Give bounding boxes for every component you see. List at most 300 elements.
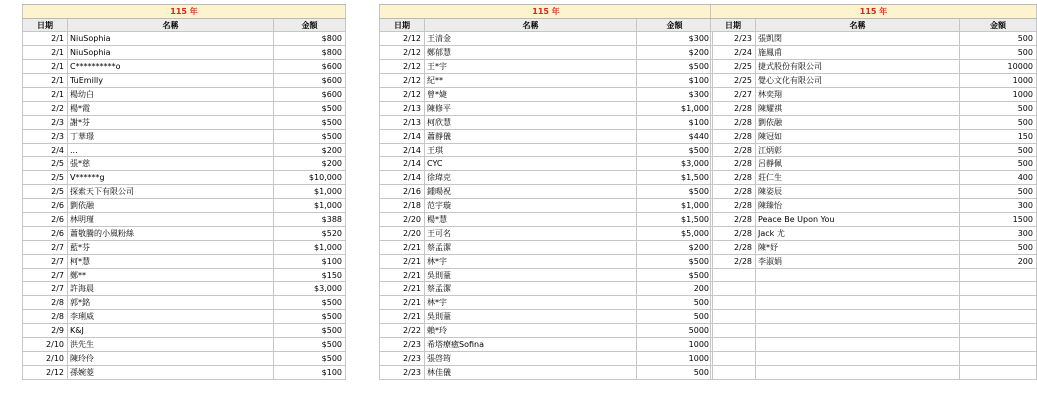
table-row [379,88,713,102]
table-row [22,102,346,116]
row-date [710,338,756,351]
row-amount: 500 [637,366,713,379]
table-row [22,199,346,213]
row-amount: $500 [274,296,346,309]
header-date: 日期 [379,19,425,32]
table-row [22,46,346,60]
table-row [710,296,1037,310]
table-row [710,60,1037,74]
table-row [379,213,713,227]
row-name: 陳玲伶 [68,352,274,365]
table-title: 115 年 [710,5,1037,18]
row-name: 陳*妤 [756,241,960,254]
table-row [22,324,346,338]
row-name: K&J [68,324,274,337]
table-row [22,310,346,324]
row-amount: $800 [274,46,346,59]
row-date: 2/28 [710,116,756,129]
row-date: 2/21 [379,282,425,295]
row-amount: $100 [274,255,346,268]
row-date: 2/24 [710,46,756,59]
row-date: 2/21 [379,296,425,309]
row-date: 2/2 [22,102,68,115]
row-date [710,324,756,337]
row-name: 楊*霞 [68,102,274,115]
row-name: 陳耀祺 [756,102,960,115]
table-row [710,74,1037,88]
table-title: 115 年 [379,5,713,18]
row-name: Peace Be Upon You [756,213,960,226]
table-row [379,130,713,144]
row-amount: 1000 [960,88,1037,101]
donation-table-2 [379,4,713,380]
row-name: 張啓筠 [425,352,637,365]
row-date: 2/23 [379,338,425,351]
row-name: 吳則蕫 [425,269,637,282]
row-amount: $1,000 [637,199,713,212]
row-date: 2/6 [22,199,68,212]
table-row [22,282,346,296]
row-date: 2/9 [22,324,68,337]
row-amount: $600 [274,60,346,73]
table-row [379,241,713,255]
table-row [710,269,1037,283]
row-amount: 5000 [637,324,713,337]
table-row [379,338,713,352]
row-date [710,296,756,309]
row-date: 2/28 [710,241,756,254]
row-date: 2/1 [22,88,68,101]
row-amount: 500 [960,32,1037,45]
table-row [710,324,1037,338]
row-name: 范宇璇 [425,199,637,212]
row-name: 陳修平 [425,102,637,115]
row-date: 2/23 [710,32,756,45]
row-amount: $500 [274,130,346,143]
row-amount: 500 [960,116,1037,129]
row-name: 孫婉菱 [68,366,274,379]
row-name: 江炳彰 [756,144,960,157]
row-name: 林明瑾 [68,213,274,226]
row-date: 2/3 [22,116,68,129]
row-name: 鍾暘祝 [425,185,637,198]
row-name: 王清金 [425,32,637,45]
row-name: 鄭郁慧 [425,46,637,59]
table-row [22,255,346,269]
row-amount: $500 [274,310,346,323]
table-row [379,171,713,185]
row-name: NiuSophia [68,46,274,59]
row-name [756,269,960,282]
row-date: 2/28 [710,144,756,157]
table-row [710,46,1037,60]
donation-table-3 [710,4,1037,380]
row-name: 徐瑋克 [425,171,637,184]
row-amount: 500 [960,185,1037,198]
row-amount: $100 [637,116,713,129]
row-amount: $3,000 [274,282,346,295]
row-amount: $500 [274,338,346,351]
row-date: 2/8 [22,310,68,323]
table-row [22,352,346,366]
row-amount: 300 [960,199,1037,212]
row-date: 2/25 [710,60,756,73]
row-name [756,282,960,295]
row-date: 2/28 [710,171,756,184]
table-row [379,255,713,269]
row-name: 柯*慧 [68,255,274,268]
row-date: 2/10 [22,338,68,351]
row-date: 2/7 [22,269,68,282]
row-name: 王可名 [425,227,637,240]
row-amount: 500 [960,102,1037,115]
table-row [22,144,346,158]
row-amount: $1,000 [274,199,346,212]
table-row [710,102,1037,116]
header-name: 名稱 [68,19,274,32]
row-amount: $500 [637,255,713,268]
header-amount: 金額 [274,19,346,32]
table-row [22,296,346,310]
row-name: 探索天下有限公司 [68,185,274,198]
row-amount [960,282,1037,295]
row-name: 丁華璟 [68,130,274,143]
row-amount: 200 [960,255,1037,268]
table-row [22,32,346,46]
row-name [756,324,960,337]
row-date: 2/7 [22,255,68,268]
row-name: 覺心文化有限公司 [756,74,960,87]
row-name: 希塔療癒Sofina [425,338,637,351]
row-name: 林*宇 [425,296,637,309]
table-row [22,171,346,185]
row-date: 2/14 [379,130,425,143]
row-amount: 1000 [637,338,713,351]
table-row [710,213,1037,227]
row-amount: $200 [274,144,346,157]
table-header-row [379,19,713,33]
row-name: 捷式股份有限公司 [756,60,960,73]
row-amount: $500 [274,352,346,365]
row-date: 2/28 [710,255,756,268]
row-amount: $500 [274,324,346,337]
row-amount: 400 [960,171,1037,184]
table-row [379,324,713,338]
row-name: TuEmilly [68,74,274,87]
row-date: 2/3 [22,130,68,143]
row-amount [960,338,1037,351]
row-amount [960,269,1037,282]
row-name: 呂靜佩 [756,157,960,170]
row-amount: $200 [637,241,713,254]
row-date: 2/12 [379,32,425,45]
row-amount: $200 [274,157,346,170]
row-name: Jack 尤 [756,227,960,240]
row-date: 2/21 [379,310,425,323]
row-date: 2/21 [379,241,425,254]
row-date [710,282,756,295]
row-name: 陳姿辰 [756,185,960,198]
row-name: 林*宇 [425,255,637,268]
table-row [710,32,1037,46]
row-amount: $500 [637,144,713,157]
row-name: 陳臻怡 [756,199,960,212]
row-name: 郭*銘 [68,296,274,309]
row-date: 2/28 [710,157,756,170]
row-date: 2/23 [379,352,425,365]
table-row [379,157,713,171]
row-date: 2/13 [379,102,425,115]
row-date: 2/28 [710,185,756,198]
row-amount: $1,500 [637,171,713,184]
row-date: 2/22 [379,324,425,337]
header-name: 名稱 [756,19,960,32]
row-amount: $3,000 [637,157,713,170]
row-date: 2/1 [22,32,68,45]
row-name: 謝*芬 [68,116,274,129]
header-name: 名稱 [425,19,637,32]
row-date: 2/12 [22,366,68,379]
row-name: 鄭** [68,269,274,282]
row-date: 2/7 [22,241,68,254]
row-name [756,338,960,351]
table-row [379,296,713,310]
table-header-row [22,19,346,33]
row-date [710,310,756,323]
table-row [379,282,713,296]
table-row [379,46,713,60]
row-name: 王*宇 [425,60,637,73]
row-amount: 500 [637,310,713,323]
table-title: 115 年 [22,5,346,18]
row-amount: 500 [960,46,1037,59]
row-amount: $1,500 [637,213,713,226]
row-amount: 1000 [960,74,1037,87]
row-date [710,366,756,379]
row-amount: $300 [637,32,713,45]
table-row [379,352,713,366]
table-row [710,227,1037,241]
row-amount: $1,000 [274,185,346,198]
row-amount [960,310,1037,323]
row-amount: $500 [637,60,713,73]
row-date [710,352,756,365]
row-amount: $300 [637,88,713,101]
row-name: 柯欣慧 [425,116,637,129]
row-name: 劉依融 [756,116,960,129]
table-row [22,241,346,255]
row-name: 施鳳甫 [756,46,960,59]
row-date: 2/16 [379,185,425,198]
table-row [710,255,1037,269]
row-date: 2/12 [379,46,425,59]
row-name [756,352,960,365]
table-title-row [710,4,1037,19]
row-date: 2/7 [22,282,68,295]
table-row [22,88,346,102]
table-row [710,241,1037,255]
table-row [22,157,346,171]
row-amount: $5,000 [637,227,713,240]
row-date: 2/14 [379,171,425,184]
row-name: 蔡孟潔 [425,282,637,295]
row-amount: $520 [274,227,346,240]
row-amount: 500 [960,241,1037,254]
row-amount: 150 [960,130,1037,143]
table-row [22,185,346,199]
row-name: 陳冠如 [756,130,960,143]
row-name [756,310,960,323]
row-date: 2/1 [22,46,68,59]
row-date: 2/12 [379,88,425,101]
row-date: 2/1 [22,74,68,87]
row-amount: 500 [960,157,1037,170]
row-amount [960,366,1037,379]
row-name: 莊仁生 [756,171,960,184]
row-date: 2/28 [710,213,756,226]
row-date: 2/28 [710,130,756,143]
table-row [710,130,1037,144]
row-date: 2/8 [22,296,68,309]
row-name: 吳則蕫 [425,310,637,323]
row-date: 2/12 [379,60,425,73]
table-row [710,185,1037,199]
row-date: 2/13 [379,116,425,129]
row-date: 2/23 [379,366,425,379]
row-name: 蕭靜儀 [425,130,637,143]
table-row [710,157,1037,171]
row-date: 2/6 [22,213,68,226]
table-row [379,366,713,380]
row-name: NiuSophia [68,32,274,45]
row-date: 2/4 [22,144,68,157]
table-row [379,102,713,116]
row-amount: $150 [274,269,346,282]
row-name: 蔡孟潔 [425,241,637,254]
table-row [379,60,713,74]
row-date: 2/20 [379,213,425,226]
table-row [22,366,346,380]
table-row [22,60,346,74]
row-amount: $600 [274,88,346,101]
table-row [22,269,346,283]
row-name: 楊幼白 [68,88,274,101]
row-amount [960,324,1037,337]
row-date: 2/28 [710,227,756,240]
header-amount: 金額 [960,19,1037,32]
donation-table-1 [22,4,346,380]
row-amount: 500 [960,144,1037,157]
table-title-row [379,4,713,19]
row-date: 2/21 [379,255,425,268]
row-amount: 1500 [960,213,1037,226]
row-date: 2/12 [379,74,425,87]
row-amount: 300 [960,227,1037,240]
row-amount: $500 [637,269,713,282]
row-name: 賴*玲 [425,324,637,337]
table-row [379,185,713,199]
row-name: V******g [68,171,274,184]
row-amount: 200 [637,282,713,295]
row-amount: $100 [637,74,713,87]
row-amount: $200 [637,46,713,59]
table-row [379,32,713,46]
table-row [22,130,346,144]
row-date: 2/27 [710,88,756,101]
row-amount: $600 [274,74,346,87]
row-amount: $500 [274,116,346,129]
row-name: 李琍威 [68,310,274,323]
row-amount: 1000 [637,352,713,365]
row-date: 2/10 [22,352,68,365]
table-row [379,310,713,324]
table-row [379,269,713,283]
row-date: 2/5 [22,185,68,198]
table-title-row [22,4,346,19]
row-name: 藍*芬 [68,241,274,254]
row-amount: $440 [637,130,713,143]
row-name: 楊*慧 [425,213,637,226]
header-amount: 金額 [637,19,713,32]
row-name: ... [68,144,274,157]
table-row [710,310,1037,324]
row-amount: $1,000 [274,241,346,254]
row-date: 2/21 [379,269,425,282]
table-row [710,144,1037,158]
row-name [756,366,960,379]
row-name: 王琪 [425,144,637,157]
row-name: CYC [425,157,637,170]
table-row [379,116,713,130]
row-name: 曾*婕 [425,88,637,101]
row-date: 2/6 [22,227,68,240]
header-date: 日期 [710,19,756,32]
row-date: 2/18 [379,199,425,212]
row-name [756,296,960,309]
row-amount: $388 [274,213,346,226]
header-date: 日期 [22,19,68,32]
row-name: 洪先生 [68,338,274,351]
row-date [710,269,756,282]
row-date: 2/28 [710,199,756,212]
table-row [379,144,713,158]
row-name: C**********o [68,60,274,73]
row-amount: $1,000 [637,102,713,115]
row-name: 林奕翔 [756,88,960,101]
table-row [22,213,346,227]
row-amount: $100 [274,366,346,379]
row-amount [960,296,1037,309]
row-date: 2/14 [379,144,425,157]
row-amount: 500 [637,296,713,309]
row-date: 2/28 [710,102,756,115]
table-row [710,338,1037,352]
row-name: 林佳儀 [425,366,637,379]
row-amount: $10,000 [274,171,346,184]
table-row [22,227,346,241]
table-row [710,352,1037,366]
table-row [710,171,1037,185]
table-row [710,88,1037,102]
table-row [710,116,1037,130]
row-date: 2/5 [22,157,68,170]
row-amount: $500 [637,185,713,198]
table-row [710,282,1037,296]
table-row [22,338,346,352]
row-date: 2/14 [379,157,425,170]
table-row [379,74,713,88]
row-name: 李淑娟 [756,255,960,268]
